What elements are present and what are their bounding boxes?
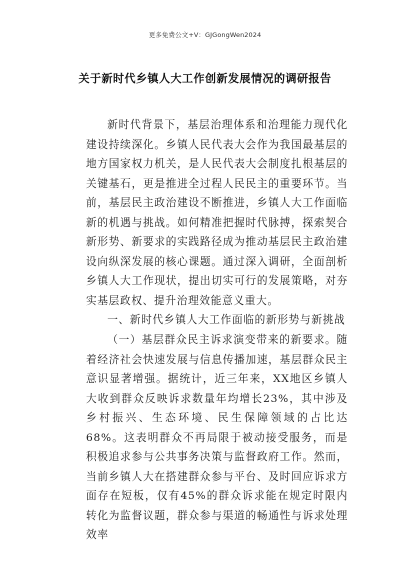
document-body bbox=[86, 116, 348, 546]
subsection-paragraph bbox=[86, 331, 348, 546]
section-heading: 一、新时代乡镇人大工作面临的新形势与新挑战 bbox=[107, 314, 346, 327]
subsection-heading: （一）基层群众民主诉求演变带来的新要求。 bbox=[107, 334, 337, 347]
subsection-body: 随着经济社会快速发展与信息传播加速，基层群众民主意识显著增强。据统计，近三年来，XX地区乡镇人大收到群众反映诉求数量年均增长23%，其中涉及乡村振兴、生态环境、民生保障领域的占比达68%。这表明群众不再局限于被动接受服务，而是积极追求参与公共事务决策与监督政府工作。然而，当前乡镇人大在搭建群众参与平台、及时回应诉求方面存在短板，仅有45%的群众诉求能在规定时限内转化为监督议题，群众参与渠道的畅通性与诉求处理效率 bbox=[86, 334, 348, 542]
intro-paragraph: 新时代背景下，基层治理体系和治理能力现代化建设持续深化。乡镇人民代表大会作为我国最基层的地方国家权力机关，是人民代表大会制度扎根基层的关键基石，更是推进全过程人民民主的重要环节。当前，基层民主政治建设不断推进，乡镇人大工作面临新的机遇与挑战。如何精准把握时代脉搏，探索契合新形势、新要求的实践路径成为推动基层民主政治建设向纵深发展的核心课题。通过深入调研，全面剖析乡镇人大工作现状，提出切实可行的发展策略，对夯实基层政权、提升治理效能意义重大。 bbox=[86, 119, 348, 307]
document-title: 关于新时代乡镇人大工作创新发展情况的调研报告 bbox=[78, 72, 332, 85]
header-note: 更多免费公文+V：GJGongWen2024 bbox=[148, 31, 262, 39]
